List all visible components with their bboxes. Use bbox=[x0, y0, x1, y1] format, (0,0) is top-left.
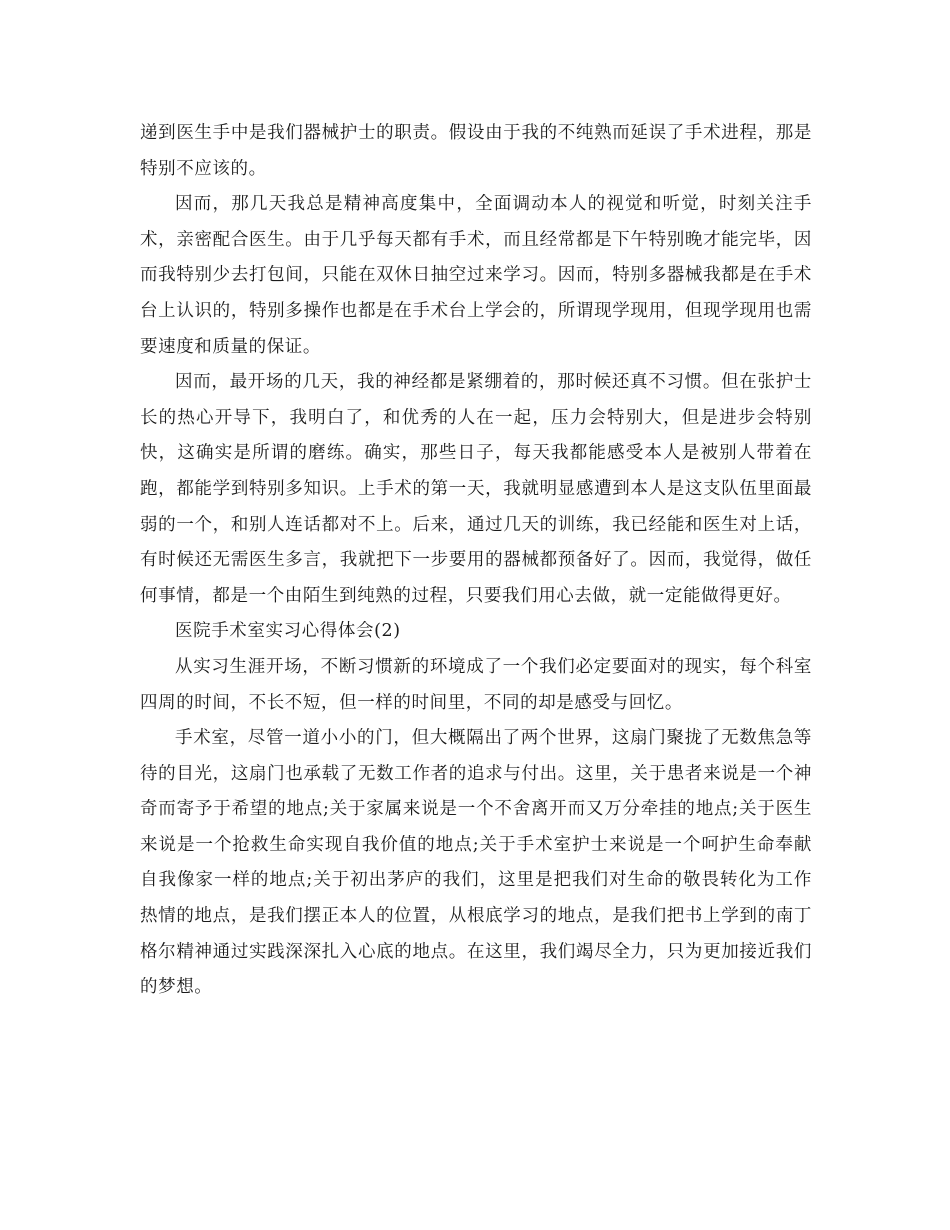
document-body bbox=[140, 116, 812, 1006]
paragraph-5: 手术室，尽管一道小小的门，但大概隔出了两个世界，这扇门聚拢了无数焦急等待的目光，这扇门也承载了无数工作者的追求与付出。这里，关于患者来说是一个神奇而寄予于希望的地点;关于家属来说是一个不舍离开而又万分牵挂的地点;关于医生来说是一个抢救生命实现自我价值的地点;关于手术室护士来说是一个呵护生命奉献自我像家一样的地点;关于初出茅庐的我们，这里是把我们对生命的敬畏转化为工作热情的地点，是我们摆正本人的位置，从根底学习的地点，是我们把书上学到的南丁格尔精神通过实践深深扎入心底的地点。在这里，我们竭尽全力，只为更加接近我们的梦想。 bbox=[140, 728, 812, 998]
paragraph-2: 因而，那几天我总是精神高度集中，全面调动本人的视觉和听觉，时刻关注手术，亲密配合医生。由于几乎每天都有手术，而且经常都是下午特别晚才能完毕，因而我特别少去打包间，只能在双休日抽空过来学习。因而，特别多器械我都是在手术台上认识的，特别多操作也都是在手术台上学会的，所谓现学现用，但现学现用也需要速度和质量的保证。 bbox=[140, 194, 812, 357]
paragraph-3: 因而，最开场的几天，我的神经都是紧绷着的，那时候还真不习惯。但在张护士长的热心开导下，我明白了，和优秀的人在一起，压力会特别大，但是进步会特别快，这确实是所谓的磨练。确实，那些日子，每天我都能感受本人是被别人带着在跑，都能学到特别多知识。上手术的第一天，我就明显感遭到本人是这支队伍里面最弱的一个，和别人连话都对不上。后来，通过几天的训练，我已经能和医生对上话，有时候还无需医生多言，我就把下一步要用的器械都预备好了。因而，我觉得，做任何事情，都是一个由陌生到纯熟的过程，只要我们用心去做，就一定能做得更好。 bbox=[140, 372, 812, 606]
section-heading: 医院手术室实习心得体会(2) bbox=[175, 621, 401, 642]
paragraph-4: 从实习生涯开场，不断习惯新的环境成了一个我们必定要面对的现实，每个科室四周的时间，不长不短，但一样的时间里，不同的却是感受与回忆。 bbox=[140, 656, 812, 713]
paragraph-1: 递到医生手中是我们器械护士的职责。假设由于我的不纯熟而延误了手术进程，那是特别不应该的。 bbox=[140, 123, 812, 179]
